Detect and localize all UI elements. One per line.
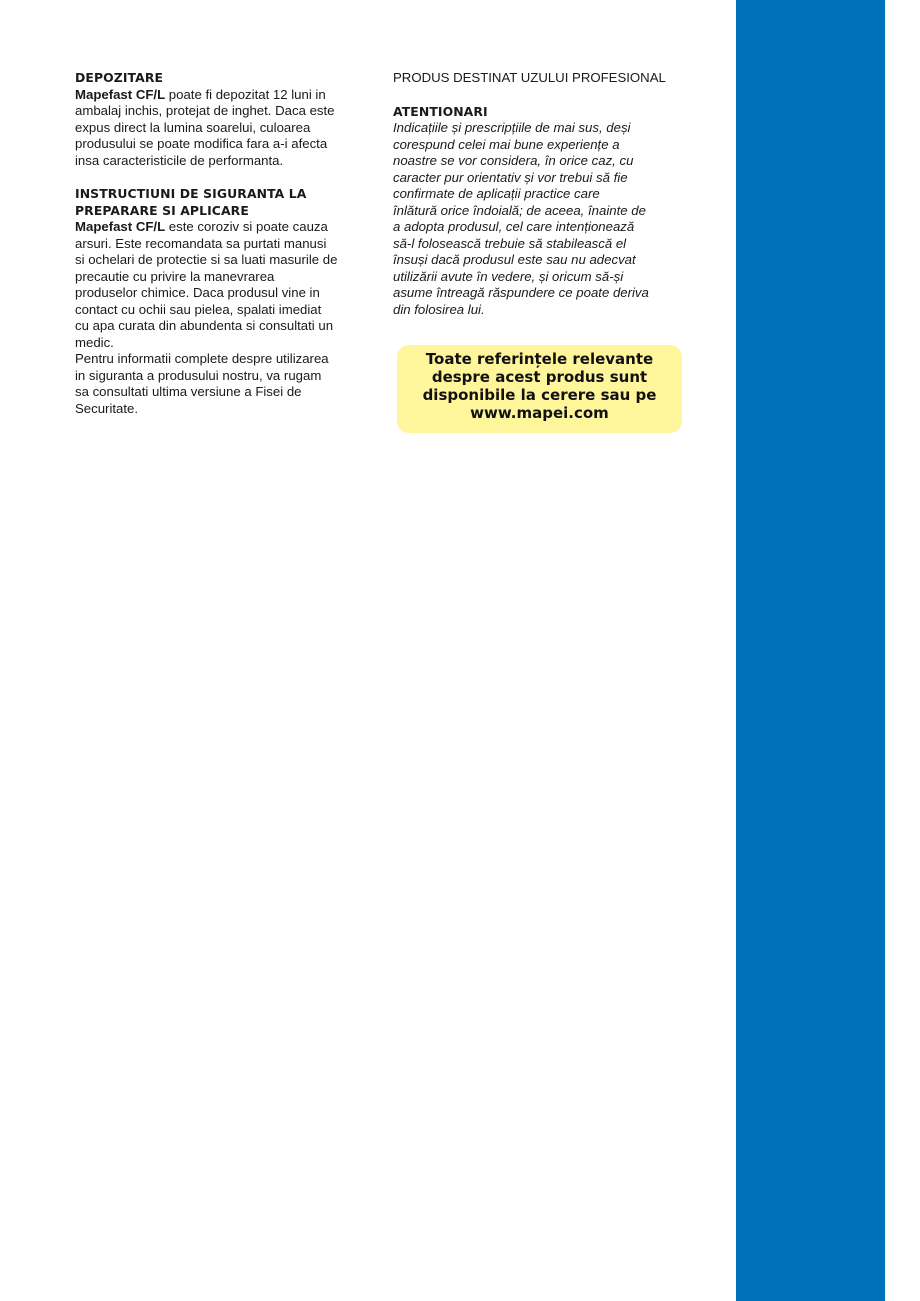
safety-line: si ochelari de protectie si sa luati masurile de <box>75 252 338 267</box>
warnings-line: caracter pur orientativ și vor trebui să fie <box>393 169 628 185</box>
storage-product-name: Mapefast CF/L <box>75 86 166 102</box>
left-column <box>75 70 365 417</box>
safety-line: medic. <box>75 334 114 350</box>
safety-line: sa consultati ultima versiune a Fisei de <box>75 384 302 399</box>
warnings-line: utilizării avute în vedere, și oricum să-și <box>393 268 624 284</box>
notice-line: Toate referințele relevante <box>425 350 654 368</box>
storage-line: expus direct la lumina soarelui, culoarea <box>75 119 311 135</box>
notice-line: disponibile la cerere sau pe <box>422 386 657 404</box>
safety-product-name: Mapefast CF/L <box>75 219 166 234</box>
warnings-line: confirmate de aplicații practice care <box>393 186 600 201</box>
safety-line: arsuri. Este recomandata sa purtati manusi <box>75 235 327 251</box>
side-color-band <box>736 0 885 1301</box>
safety-first-line <box>75 219 365 236</box>
warnings-heading: ATENTIONARI <box>393 103 488 119</box>
warnings-line: să-l folosească trebuie să stabilească el <box>393 235 627 251</box>
warnings-line: Indicațiile și prescripțiile de mai sus, deși <box>393 120 631 135</box>
safety-line: Securitate. <box>75 400 139 416</box>
safety-line: produselor chimice. Daca produsul vine in <box>75 285 320 300</box>
warnings-line: asume întreagă răspundere ce poate deriva <box>393 285 649 300</box>
warnings-line: corespund celei mai bune experiențe a <box>393 136 620 152</box>
safety-first-line-text: este coroziv si poate cauza <box>165 219 328 234</box>
storage-line: produsului se poate modifica fara a-i afecta <box>75 136 328 151</box>
notice-line: despre acest produs sunt <box>431 368 648 386</box>
availability-notice <box>397 345 682 433</box>
safety-line: in siguranta a produsului nostru, va rugam <box>75 367 322 383</box>
safety-heading-line: PREPARARE SI APLICARE <box>75 202 249 218</box>
professional-use-label: PRODUS DESTINAT UZULUI PROFESIONAL <box>393 70 666 85</box>
safety-line: contact cu ochii sau pielea, spalati imediat <box>75 301 322 317</box>
warnings-line: din folosirea lui. <box>393 301 485 317</box>
notice-website: www.mapei.com <box>470 404 609 422</box>
safety-line: cu apa curata din abundenta si consultati un <box>75 318 334 333</box>
storage-first-line-text: poate fi depozitat 12 luni in <box>165 86 326 102</box>
storage-line: insa caracteristicile de performanta. <box>75 152 284 168</box>
right-column <box>393 70 693 318</box>
safety-line: precautie cu privire la manevrarea <box>75 268 275 284</box>
warnings-line: însuși dacă produsul este sau nu adecvat <box>393 252 636 267</box>
warnings-line: a adopta produsul, cel care intenționează <box>393 219 635 234</box>
warnings-line: înlătură orice îndoială; de aceea, înainte de <box>393 202 646 218</box>
safety-heading-line: INSTRUCTIUNI DE SIGURANTA LA <box>75 186 307 201</box>
storage-heading: DEPOZITARE <box>75 70 164 85</box>
storage-first-line <box>75 87 365 104</box>
warnings-line: noastre se vor considera, în orice caz, cu <box>393 153 634 168</box>
storage-line: ambalaj inchis, protejat de inghet. Daca este <box>75 103 335 118</box>
safety-line: Pentru informatii complete despre utilizarea <box>75 351 329 366</box>
